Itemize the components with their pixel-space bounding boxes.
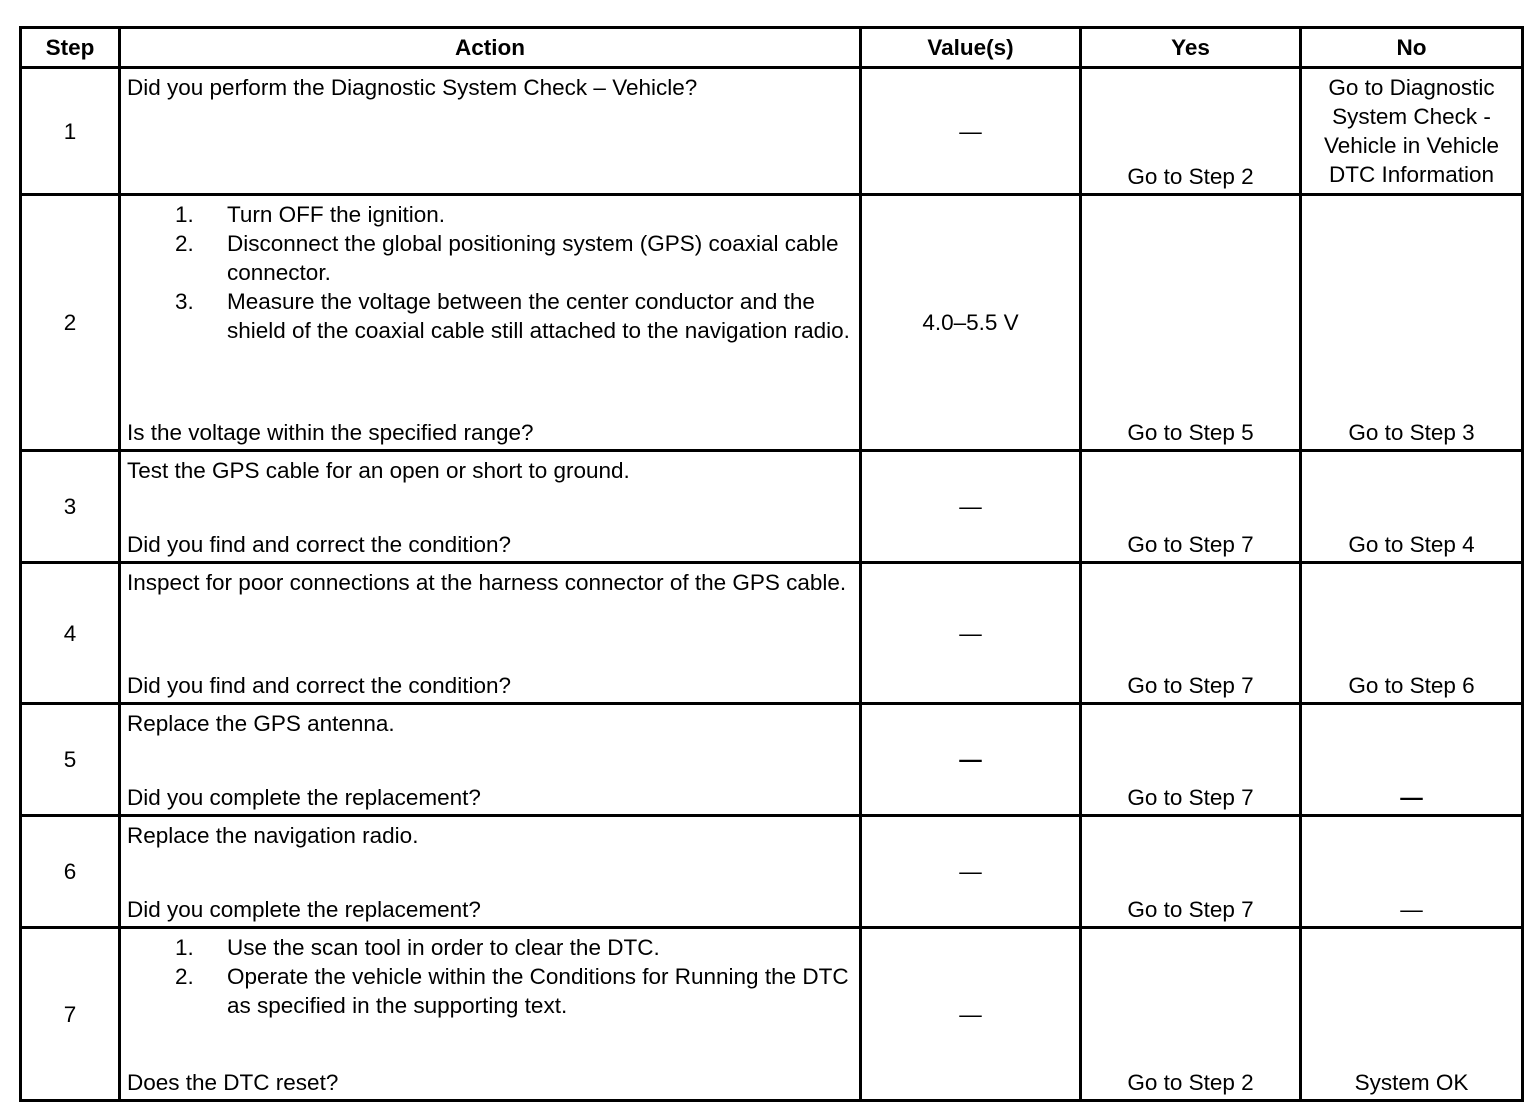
step-number: 3 [21, 451, 120, 563]
table-row [21, 928, 1523, 1101]
no-cell: Go to Diagnostic System Check - Vehicle in Vehicle DTC Information [1301, 68, 1523, 195]
action-text: Replace the GPS antenna. [127, 711, 395, 736]
procedure-list [127, 933, 853, 1020]
table-row [21, 563, 1523, 704]
list-item: 3. Measure the voltage between the center conductor and the shield of the coaxial cable still attached to the navigation radio. [175, 289, 850, 343]
value-cell: — [861, 704, 1081, 816]
value-cell: — [861, 816, 1081, 928]
header-no: No [1301, 28, 1523, 68]
yes-cell: Go to Step 2 [1081, 68, 1301, 195]
table-row [21, 816, 1523, 928]
no-cell: Go to Step 4 [1301, 451, 1523, 563]
header-action: Action [120, 28, 861, 68]
action-question: Is the voltage within the specified range? [127, 420, 534, 445]
header-yes: Yes [1081, 28, 1301, 68]
action-text: Inspect for poor connections at the harness connector of the GPS cable. [127, 570, 847, 595]
action-question: Did you find and correct the condition? [127, 673, 511, 698]
table-row [21, 195, 1523, 451]
no-cell: Go to Step 3 [1301, 195, 1523, 451]
header-row [21, 28, 1523, 68]
action-text: Test the GPS cable for an open or short to ground. [127, 458, 630, 483]
yes-cell: Go to Step 7 [1081, 451, 1301, 563]
yes-cell: Go to Step 2 [1081, 928, 1301, 1101]
value-cell: — [861, 68, 1081, 195]
action-question: Does the DTC reset? [127, 1070, 339, 1095]
action-text: Did you perform the Diagnostic System Check – Vehicle? [127, 75, 698, 100]
action-cell [120, 928, 861, 1101]
step-number: 7 [21, 928, 120, 1101]
no-cell: — [1301, 816, 1523, 928]
action-cell [120, 195, 861, 451]
yes-cell: Go to Step 7 [1081, 816, 1301, 928]
value-cell: 4.0–5.5 V [861, 195, 1081, 451]
action-cell [120, 704, 861, 816]
value-cell: — [861, 928, 1081, 1101]
procedure-list [127, 200, 853, 345]
list-item: 1. Turn OFF the ignition. [175, 202, 446, 227]
no-cell: — [1301, 704, 1523, 816]
action-cell [120, 68, 861, 195]
step-number: 5 [21, 704, 120, 816]
value-cell: — [861, 451, 1081, 563]
step-number: 6 [21, 816, 120, 928]
diagnostic-table [19, 26, 1524, 1102]
action-text: Replace the navigation radio. [127, 823, 419, 848]
table-row [21, 68, 1523, 195]
table-row [21, 704, 1523, 816]
header-values: Value(s) [861, 28, 1081, 68]
yes-cell: Go to Step 7 [1081, 704, 1301, 816]
table-row [21, 451, 1523, 563]
yes-cell: Go to Step 5 [1081, 195, 1301, 451]
action-cell [120, 816, 861, 928]
header-step: Step [21, 28, 120, 68]
value-cell: — [861, 563, 1081, 704]
action-question: Did you complete the replacement? [127, 897, 481, 922]
no-cell: System OK [1301, 928, 1523, 1101]
yes-cell: Go to Step 7 [1081, 563, 1301, 704]
list-item: 2. Operate the vehicle within the Conditions for Running the DTC as specified in the supporting text. [175, 964, 849, 1018]
step-number: 2 [21, 195, 120, 451]
action-cell [120, 451, 861, 563]
step-number: 4 [21, 563, 120, 704]
list-item: 1. Use the scan tool in order to clear the DTC. [175, 935, 660, 960]
list-item: 2. Disconnect the global positioning system (GPS) coaxial cable connector. [175, 231, 839, 285]
action-question: Did you complete the replacement? [127, 785, 481, 810]
action-cell [120, 563, 861, 704]
no-cell: Go to Step 6 [1301, 563, 1523, 704]
action-question: Did you find and correct the condition? [127, 532, 511, 557]
step-number: 1 [21, 68, 120, 195]
